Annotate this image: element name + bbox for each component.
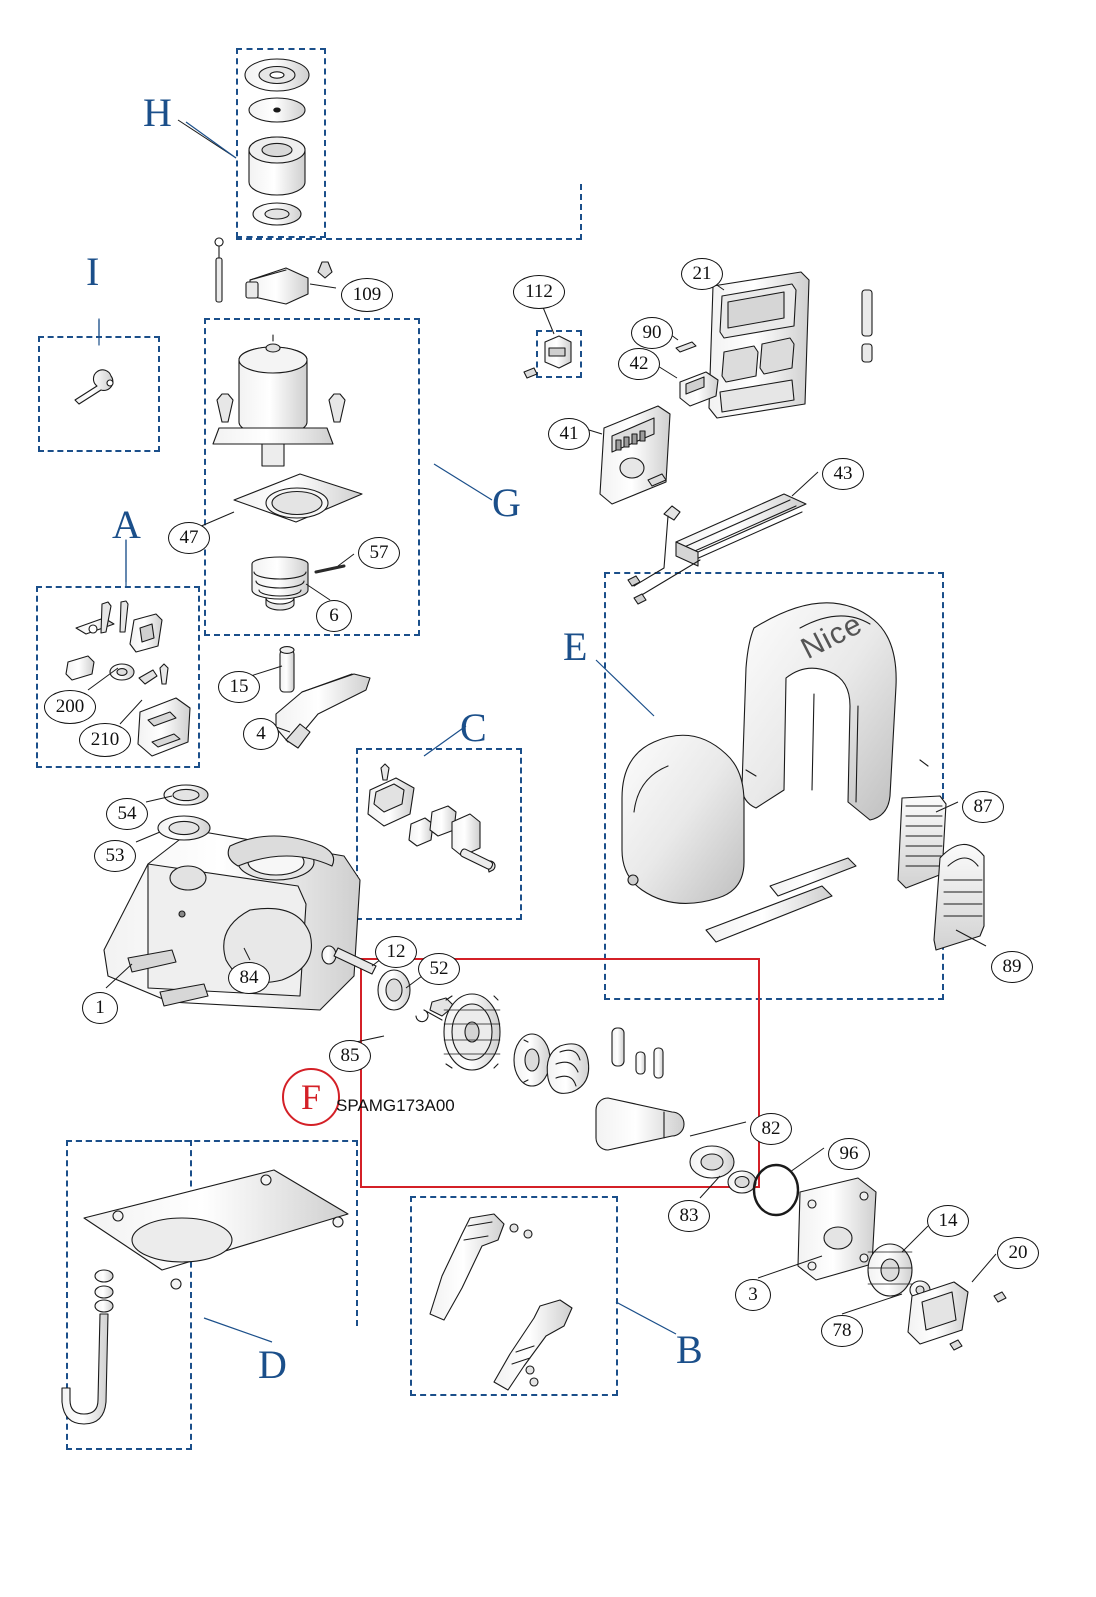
callout-3[interactable]: 3 xyxy=(735,1279,771,1311)
group-label-D: D xyxy=(258,1342,287,1387)
callout-85[interactable]: 85 xyxy=(329,1040,371,1072)
part-c-kit xyxy=(368,764,495,872)
brand-label: Nice xyxy=(795,607,868,666)
part-i-key xyxy=(75,370,113,404)
part-41-board xyxy=(600,406,670,504)
group-label-E: E xyxy=(563,624,588,669)
part-g-motor xyxy=(213,335,345,466)
part-d-anchor xyxy=(62,1270,113,1424)
part-21-rails xyxy=(862,290,872,362)
part-54-53-seals xyxy=(158,785,210,840)
group-label-A: A xyxy=(112,502,141,547)
part-f-gearkit xyxy=(416,994,684,1150)
group-label-G: G xyxy=(492,480,521,525)
callout-82[interactable]: 82 xyxy=(750,1113,792,1145)
group-label-I: I xyxy=(86,249,100,294)
callout-57[interactable]: 57 xyxy=(358,537,400,569)
callout-47[interactable]: 47 xyxy=(168,522,210,554)
callout-20[interactable]: 20 xyxy=(997,1237,1039,1269)
callout-15[interactable]: 15 xyxy=(218,671,260,703)
callout-42[interactable]: 42 xyxy=(618,348,660,380)
callout-87[interactable]: 87 xyxy=(962,791,1004,823)
callout-112[interactable]: 112 xyxy=(513,275,565,309)
part-96-oring xyxy=(754,1165,798,1215)
part-90 xyxy=(676,342,696,352)
part-21-controller xyxy=(709,272,809,418)
callout-54[interactable]: 54 xyxy=(106,798,148,830)
part-82-83-bearing xyxy=(690,1146,756,1193)
callout-96[interactable]: 96 xyxy=(828,1138,870,1170)
callout-53[interactable]: 53 xyxy=(94,840,136,872)
part-3-plate xyxy=(798,1178,876,1280)
part-89-grill xyxy=(934,844,984,950)
group-label-H: H xyxy=(143,90,172,135)
callout-52[interactable]: 52 xyxy=(418,953,460,985)
callout-78[interactable]: 78 xyxy=(821,1315,863,1347)
callout-109[interactable]: 109 xyxy=(341,278,393,312)
callout-90[interactable]: 90 xyxy=(631,317,673,349)
callout-84[interactable]: 84 xyxy=(228,962,270,994)
callout-41[interactable]: 41 xyxy=(548,418,590,450)
callout-43[interactable]: 43 xyxy=(822,458,864,490)
group-label-C: C xyxy=(460,705,487,750)
callout-12[interactable]: 12 xyxy=(375,936,417,968)
part-20-cap xyxy=(908,1282,1006,1350)
callout-14[interactable]: 14 xyxy=(927,1205,969,1237)
part-code-label: SPAMG173A00 xyxy=(336,1096,455,1115)
part-6-spring xyxy=(252,557,308,610)
callout-200[interactable]: 200 xyxy=(44,690,96,724)
callout-4[interactable]: 4 xyxy=(243,718,279,750)
group-label-F[interactable]: F xyxy=(282,1068,340,1126)
callout-6[interactable]: 6 xyxy=(316,600,352,632)
part-e-inner-cover xyxy=(622,735,744,903)
callout-1[interactable]: 1 xyxy=(82,992,118,1024)
part-15-pin xyxy=(280,647,294,692)
part-h-stack xyxy=(245,59,309,225)
part-43-heatsink xyxy=(628,494,806,604)
callout-210[interactable]: 210 xyxy=(79,723,131,757)
part-14-gear xyxy=(868,1244,912,1296)
part-d-plate xyxy=(84,1170,348,1289)
callout-21[interactable]: 21 xyxy=(681,258,723,290)
callout-83[interactable]: 83 xyxy=(668,1200,710,1232)
part-112-connector xyxy=(545,336,571,368)
part-b-handles xyxy=(430,1214,572,1390)
part-47-gasket xyxy=(234,474,362,522)
part-109-bracket xyxy=(246,262,332,304)
group-label-B: B xyxy=(676,1327,703,1372)
callout-89[interactable]: 89 xyxy=(991,951,1033,983)
